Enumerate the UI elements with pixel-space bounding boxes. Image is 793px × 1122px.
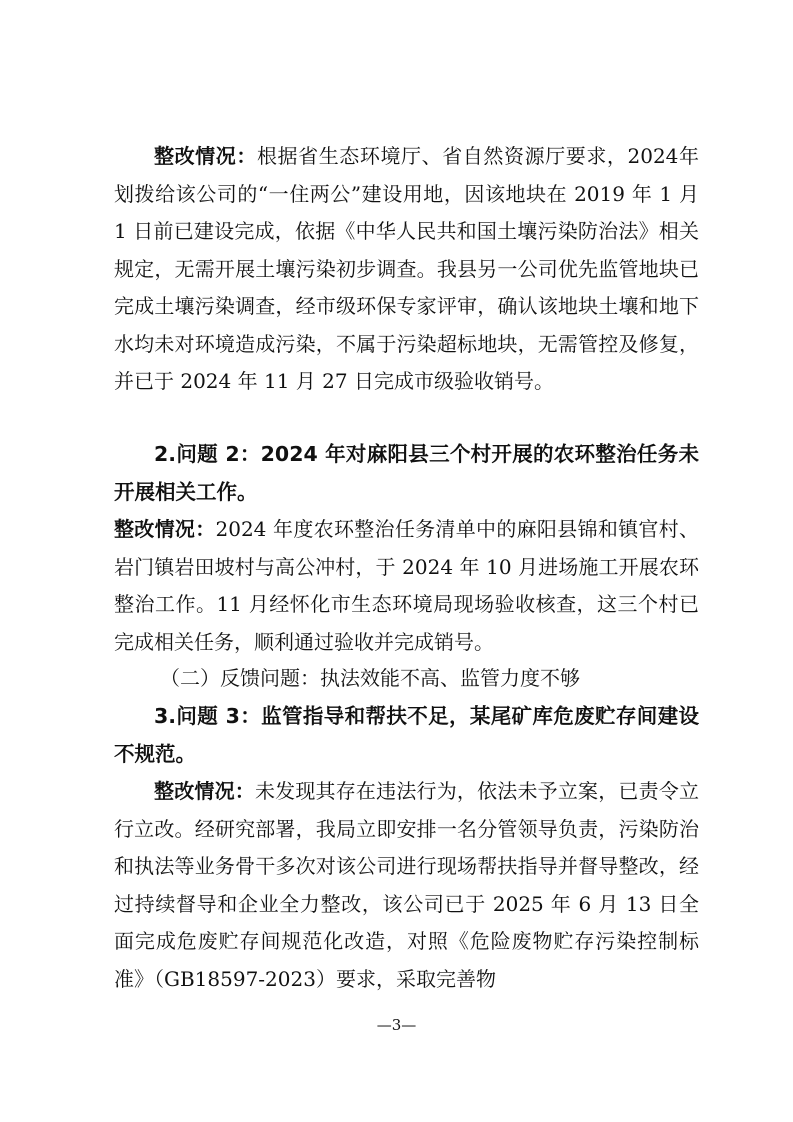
rectification-label: 整改情况： [154, 779, 255, 803]
problem-3-heading: 3.问题 3：监管指导和帮扶不足，某尾矿库危废贮存间建设不规范。 [114, 704, 699, 766]
section-heading-feedback: （二）反馈问题：执法效能不高、监管力度不够 [160, 666, 580, 690]
paragraph-rectification-1 [114, 138, 699, 401]
paragraph-text: 根据省生态环境厅、省自然资源厅要求，2024年划拨给该公司的“一住两公”建设用地，因该地块在 2019 年 1 月 1 日前已建设完成，依据《中华人民共和国土壤污染防治法》相关规定，无需开展土壤污染初步调查。我县另一公司优先监管地块已完成土壤污染调查，经市级环保专家评审，确认该地块土壤和地下水均未对环境造成污染，不属于污染超标地块，无需管控及修复，并已于 2024 年 11 月 27 日完成市级验收销号。 [114, 144, 699, 393]
paragraph-rectification-2 [114, 511, 699, 661]
paragraph-text: 2024 年度农环整治任务清单中的麻阳县锦和镇官村、岩门镇岩田坡村与高公冲村，于 2024 年 10 月进场施工开展农环整治工作。11 月经怀化市生态环境局现场验收核查，这三个村已完成相关任务，顺利通过验收并完成销号。 [114, 517, 700, 654]
page-number: —3— [376, 1016, 417, 1034]
paragraph-text: 未发现其存在违法行为，依法未予立案，已责令立行立改。经研究部署，我局立即安排一名分管领导负责，污染防治和执法等业务骨干多次对该公司进行现场帮扶指导并督导整改，经过持续督导和企业全力整改，该公司已于 2025 年 6 月 13 日全面完成危废贮存间规范化改造，对照《危险废物贮存污染控制标准》（GB18597-2023）要求，采取完善物 [114, 779, 700, 991]
rectification-label: 整改情况： [114, 517, 216, 541]
rectification-label: 整改情况： [154, 144, 257, 168]
problem-2-heading: 2.问题 2：2024 年对麻阳县三个村开展的农环整治任务未开展相关工作。 [114, 442, 699, 504]
paragraph-rectification-3 [114, 773, 699, 998]
